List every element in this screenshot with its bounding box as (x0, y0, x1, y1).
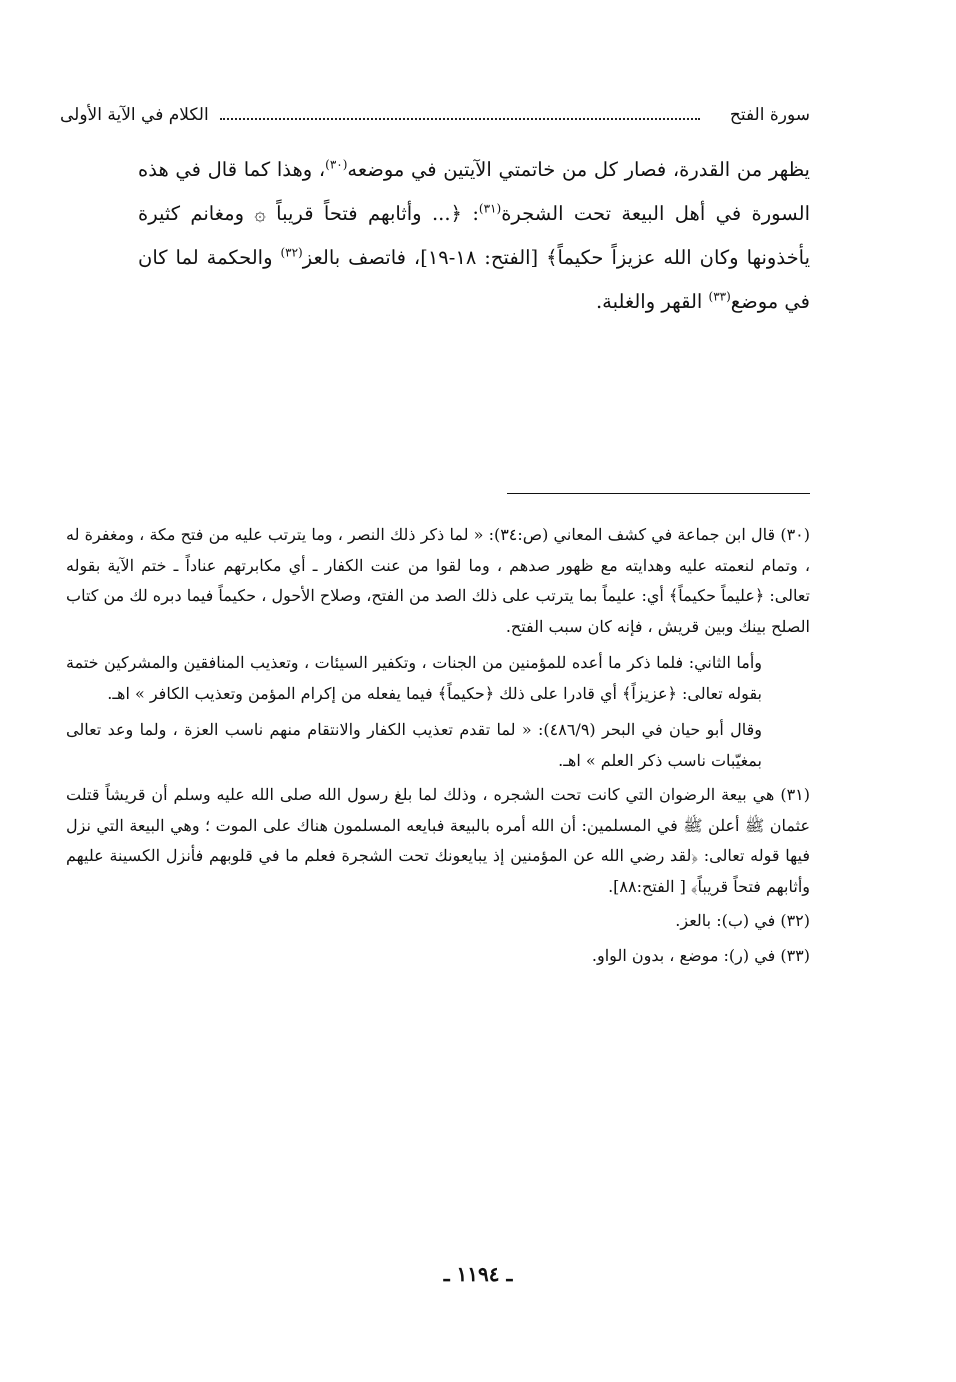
main-text-part: القهر والغلبة. (595, 290, 709, 313)
footnote-ref-31[interactable]: (٣١) (478, 201, 502, 216)
footnote-30-continued (66, 648, 810, 709)
footnote-text: في (ب): بالعز. (675, 911, 776, 930)
main-text-part: : ﴿... وأثابهم فتحاً قريباً ۞ ومغانم كثيرة يأخذونها وكان الله عزيزاً حكيماً﴾ [الفتح: ١٨-١٩]، فاتصف بالعز (138, 202, 810, 269)
footnote-ref-32[interactable]: (٣٢) (280, 245, 303, 260)
footnote-30 (66, 520, 810, 642)
main-paragraph (138, 148, 810, 324)
footnote-text: وقال أبو حيان في البحر (٤٨٦/٩): « لما تقدم تعذيب الكفار والانتقام منهم ناسب العزة ، ولما وعد تعالى بمغيّبات ناسب ذكر العلم » اهـ. (66, 720, 763, 770)
footnote-ref-30[interactable]: (٣٠) (325, 157, 348, 172)
footnote-number: (٣٢) (780, 911, 810, 930)
footnote-ref-33[interactable]: (٣٣) (708, 289, 731, 304)
header-dot-leader (220, 118, 700, 120)
footnote-text: هي بيعة الرضوان التي كانت تحت الشجره ، وذلك لما بلغ رسول الله صلى الله عليه وسلم أن قريشاً قتلت عثمان ﷺ أعلن ﷺ في المسلمين: أن الله أمره بالبيعة فبايعه المسلمون هناك على الموت ؛ وهي البيعة التي نزل فيها قوله تعالى: ﴿لقد رضي الله عن المؤمنين إذ يبايعونك تحت الشجرة فعلم ما في قلوبهم فأنزل الكسينة عليهم وأثابهم فتحاً قريباً﴾ [ الفتح:٨٨]. (66, 785, 810, 896)
page-number: ـ ١١٩٤ ـ (443, 1262, 513, 1286)
footnote-separator (507, 493, 810, 494)
footnotes (66, 520, 810, 975)
main-text-part: والحكمة لما كان في موضع (138, 246, 810, 313)
footnote-number: (٣٠) (780, 525, 810, 544)
footnote-32 (66, 906, 810, 937)
footnote-33 (66, 941, 810, 972)
footnote-31 (66, 780, 810, 902)
footnote-30-continued (66, 715, 810, 776)
footnote-number: (٣٣) (780, 945, 810, 965)
header-section: الكلام في الآية الأولى (60, 98, 213, 132)
main-text (138, 148, 810, 324)
footnote-number: (٣١) (780, 785, 810, 804)
main-text-part: يظهر من القدرة، فصار كل من خاتمتي الآيتين في موضعه (347, 158, 810, 181)
header-surah: سورة الفتح (726, 98, 810, 132)
footnote-text: قال ابن جماعة في كشف المعاني (ص:٣٤): « لما ذكر ذلك النصر ، وما يترتب عليه من فتح مكة ، ومغفرة له ، وتمام لنعمته عليه وهدايته مع ظهور صدهم ، وما لقوا من عنت الكفار ـ أي مكابرتهم عناداً ـ ختم الآية بقوله تعالى: ﴿عليماً حكيماً﴾ أي: عليماً بما يترتب على ذلك الصد من الفتح، وصلاح الأحول ، حكيماً فيما دبره لك من كتاب الصلح بينك وبين قريش ، فإنه كان سبب الفتح. (66, 525, 810, 636)
footnote-text: في (ر): موضع ، بدون الواو. (591, 945, 776, 965)
main-text-part: ، وهذا كما قال في هذه السورة في أهل البيعة تحت الشجرة (138, 158, 811, 225)
running-header (60, 98, 810, 132)
footnote-text: وأما الثاني: فلما ذكر ما أعده للمؤمنين من الجنات ، وتكفير السيئات ، وتعذيب المنافقين والمشركين ختمة بقوله تعالى: ﴿عزيزاً﴾ أي قادرا على ذلك ﴿حكيماً﴾ فيما يفعله من إكرام المؤمن وتعذيب الكافر » اهـ. (66, 653, 762, 703)
